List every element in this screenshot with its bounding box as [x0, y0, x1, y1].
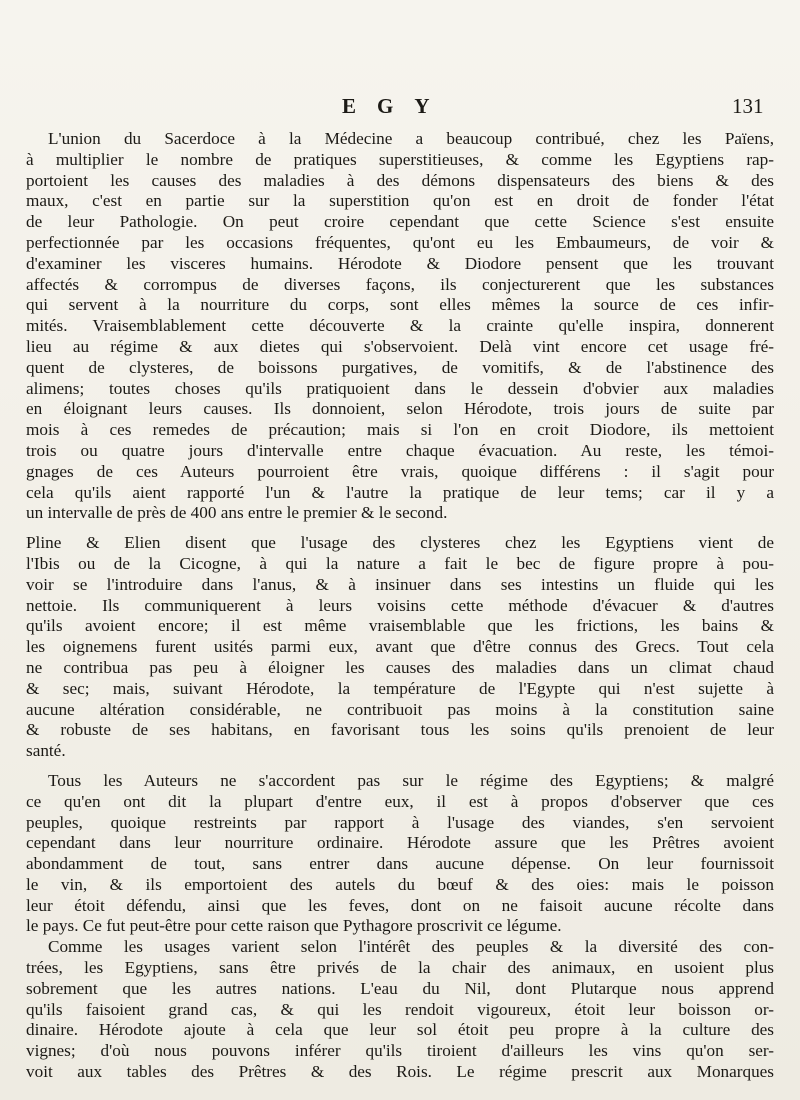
body-text: [26, 129, 774, 1083]
text-line: leur étoit défendu, ainsi que les feves, dont on ne faisoit aucune récolte dans: [26, 895, 774, 915]
text-line: Comme les usages varient selon l'intérêt des peuples & la diversité des con-: [48, 937, 774, 957]
paragraph: [26, 533, 774, 762]
paragraph: [26, 771, 774, 937]
text-line: sobrement que les autres nations. L'eau du Nil, dont Plutarque nous apprend: [26, 978, 774, 998]
text-line: ne contribua pas peu à éloigner les causes des maladies dans un climat chaud: [26, 657, 774, 677]
text-line: qu'ils avoient encore; il est même vraisemblable que les frictions, les bains &: [26, 616, 774, 636]
text-line: voit aux tables des Prêtres & des Rois. Le régime prescrit aux Monarques: [26, 1062, 774, 1082]
text-line: peuples, quoique restreints par rapport à l'usage des viandes, s'en servoient: [26, 812, 774, 832]
running-title: EGY: [342, 94, 451, 118]
text-line: & robuste de ses habitans, en favorisant tous les soins qu'ils prenoient de leur: [26, 720, 774, 740]
paragraph: [26, 937, 774, 1083]
text-line: de leur Pathologie. On peut croire cependant que cette Science s'est ensuite: [26, 212, 774, 232]
text-line: affectés & corrompus de diverses façons, ils conjecturerent que les substances: [26, 274, 774, 294]
text-line: Pline & Elien disent que l'usage des clysteres chez les Egyptiens vient de: [26, 533, 774, 553]
text-line: cependant dans leur nourriture ordinaire. Hérodote assure que les Prêtres avoient: [26, 833, 774, 853]
text-line: L'union du Sacerdoce à la Médecine a beaucoup contribué, chez les Païens,: [48, 129, 774, 148]
text-line: portoient les causes des maladies à des démons dispensateurs des biens & des: [26, 170, 774, 190]
text-line: trois ou quatre jours d'intervalle entre chaque évacuation. Au reste, les témoi-: [26, 440, 774, 460]
paragraph-gap: [26, 762, 774, 771]
text-line: maux, c'est en partie sur la superstition qu'on est en droit de fonder l'état: [26, 191, 774, 211]
text-line: vignes; d'où nous pouvons inférer qu'ils tiroient d'ailleurs les vins qu'on ser-: [26, 1041, 774, 1061]
text-line: & sec; mais, suivant Hérodote, la température de l'Egypte qui n'est sujette à: [26, 678, 774, 698]
text-line: d'examiner les visceres humains. Hérodote & Diodore pensent que les trouvant: [26, 253, 774, 273]
text-line: voir se l'introduire dans l'anus, & à insinuer dans ses intestins un fluide qui les: [26, 574, 774, 594]
text-line: perfectionnée par les occasions fréquentes, qu'ont eu les Embaumeurs, de voir &: [26, 232, 774, 252]
text-line: qui servent à la nourriture du corps, sont elles mêmes la source de ces infir-: [26, 295, 774, 315]
text-line: un intervalle de près de 400 ans entre le premier & le second.: [26, 503, 448, 523]
paragraph: [26, 129, 774, 524]
text-line: trées, les Egyptiens, sans être privés de la chair des animaux, en usoient plus: [26, 958, 774, 978]
text-line: en éloignant leurs causes. Ils donnoient, selon Hérodote, trois jours de suite par: [26, 399, 774, 419]
text-line: mois à ces remedes de précaution; mais si l'on en croit Diodore, ils mettoient: [26, 420, 774, 440]
page-number: 131: [732, 94, 764, 118]
text-line: nettoie. Ils communiquerent à leurs voisins cette méthode d'évacuer & d'autres: [26, 595, 774, 615]
text-line: le vin, & ils emportoient des autels du bœuf & des oies: mais le poisson: [26, 874, 774, 894]
text-line: santé.: [26, 741, 66, 761]
text-line: qu'ils faisoient grand cas, & qui les rendoit vigoureux, étoit leur boisson or-: [26, 999, 774, 1019]
text-line: Tous les Auteurs ne s'accordent pas sur le régime des Egyptiens; & malgré: [48, 770, 774, 790]
text-line: cela qu'ils aient rapporté l'un & l'autre la pratique de leur tems; car il y a: [26, 482, 774, 502]
text-line: abondamment de tout, sans entrer dans aucune dépense. On leur fournissoit: [26, 854, 774, 874]
text-line: alimens; toutes choses qu'ils pratiquoient dans le dessein d'obvier aux maladies: [26, 378, 774, 398]
running-head: [0, 94, 800, 124]
text-line: les oignemens furent usités parmi eux, avant que d'être connus des Grecs. Tout cela: [26, 637, 774, 657]
text-line: quent de clysteres, de boissons purgatives, de vomitifs, & de l'abstinence des: [26, 357, 774, 377]
text-line: mités. Vraisemblablement cette découverte & la crainte qu'elle inspira, donnerent: [26, 316, 774, 336]
text-line: le pays. Ce fut peut-être pour cette raison que Pythagore proscrivit ce légume.: [26, 916, 562, 936]
text-line: lieu au régime & aux dietes qui s'observoient. Delà vint encore cet usage fré-: [26, 336, 774, 356]
text-line: gnages de ces Auteurs pourroient être vrais, quoique différens : il s'agit pour: [26, 461, 774, 481]
text-line: l'Ibis ou de la Cicogne, à qui la nature a fait le bec de figure propre à pou-: [26, 553, 774, 573]
text-line: ce qu'en ont dit la plupart d'entre eux, il est à propos d'observer que ces: [26, 791, 774, 811]
text-line: dinaire. Hérodote ajoute à cela que leur sol étoit peu propre à la culture des: [26, 1020, 774, 1040]
text-line: aucune altération considérable, ne contribuoit pas moins à la constitution saine: [26, 699, 774, 719]
text-line: à multiplier le nombre de pratiques superstitieuses, & comme les Egyptiens rap-: [26, 149, 774, 169]
paragraph-gap: [26, 524, 774, 533]
